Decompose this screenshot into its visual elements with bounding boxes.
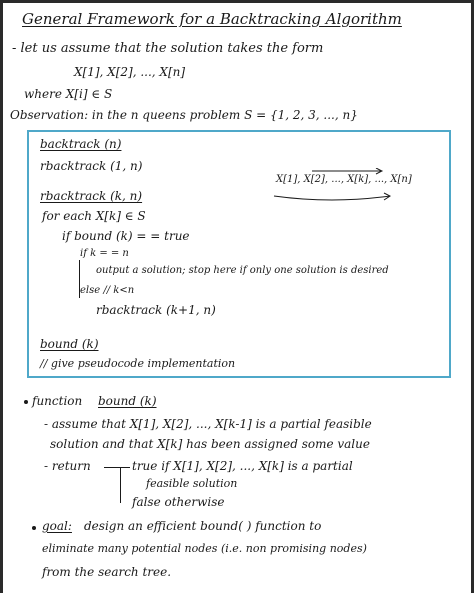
recurse-line: rbacktrack (k+1, n)	[96, 303, 216, 317]
solution-form: X[1], X[2], ..., X[n]	[74, 65, 186, 79]
pseudocode-note: // give pseudocode implementation	[40, 357, 236, 370]
true-line: true if X[1], X[2], ..., X[k] is a partial	[132, 459, 353, 473]
left-border	[0, 0, 3, 593]
top-border	[0, 0, 474, 3]
goal-label: goal:	[42, 519, 72, 533]
output-line: output a solution; stop here if only one solution is desired	[96, 265, 389, 276]
return-dash	[104, 467, 130, 468]
goal-line-3: from the search tree.	[42, 565, 172, 579]
rbacktrack-def: rbacktrack (k, n)	[40, 189, 143, 203]
sequence-arrows	[272, 168, 412, 208]
assumption-line: - let us assume that the solution takes the form	[12, 41, 324, 56]
sequence-label: X[1], X[2], ..., X[k], ..., X[n]	[276, 174, 412, 185]
else-line: else // k<n	[80, 285, 135, 296]
where-line: where X[i] ∈ S	[24, 87, 113, 101]
assume-line-1: - assume that X[1], X[2], ..., X[k-1] is a partial feasible	[44, 417, 372, 431]
page-title: General Framework for a Backtracking Algorithm	[22, 10, 402, 28]
bound-heading: bound (k)	[40, 337, 99, 351]
feasible-line: feasible solution	[146, 477, 238, 490]
goal-line-1: design an efficient bound( ) function to	[84, 519, 322, 533]
for-each-line: for each X[k] ∈ S	[42, 209, 146, 223]
function-prefix: function	[32, 394, 83, 408]
if-k-line: if k = = n	[80, 248, 129, 259]
goal-line-2: eliminate many potential nodes (i.e. non promising nodes)	[42, 542, 367, 555]
false-line: false otherwise	[132, 495, 225, 509]
function-name: bound (k)	[98, 394, 157, 408]
bullet-icon	[32, 526, 36, 530]
assume-line-2: solution and that X[k] has been assigned some value	[50, 437, 370, 451]
backtrack-heading: backtrack (n)	[40, 137, 122, 151]
return-label: - return	[44, 459, 91, 473]
if-bound-line: if bound (k) = = true	[62, 229, 190, 243]
return-bracket	[120, 467, 121, 503]
bullet-icon	[24, 400, 28, 404]
observation-line: Observation: in the n queens problem S = {1, 2, 3, ..., n}	[10, 108, 358, 122]
rbacktrack-call: rbacktrack (1, n)	[40, 159, 143, 173]
